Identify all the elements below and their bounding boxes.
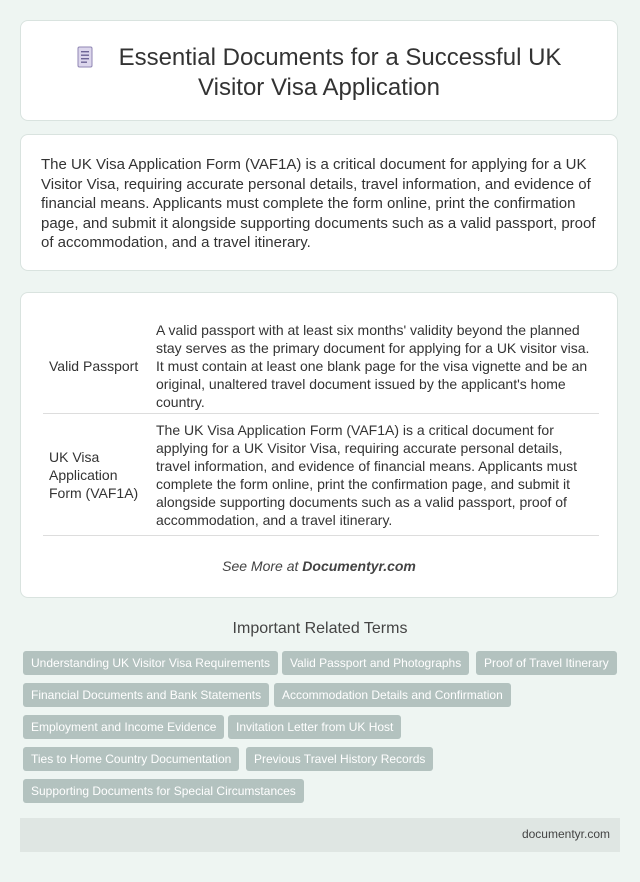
page-title-line-2: Visitor Visa Application [198, 74, 440, 101]
intro-card [20, 134, 618, 271]
footer [20, 818, 620, 852]
see-more-link[interactable]: Documentyr.com [302, 558, 416, 574]
table-row [43, 414, 599, 536]
related-term-tag[interactable]: Employment and Income Evidence [23, 715, 224, 739]
related-term-tag[interactable]: Invitation Letter from UK Host [228, 715, 401, 739]
table-row [43, 319, 599, 414]
related-terms-title: Important Related Terms [232, 620, 408, 637]
document-description: A valid passport with at least six months' validity beyond the planned stay serves as the primary document for applying for a UK visitor visa. It must contain at least one blank page for the visa vignette and be an original, unaltered travel document issued by the applicant's home country. [151, 319, 600, 414]
document-description: The UK Visa Application Form (VAF1A) is a critical document for applying for a UK Visitor Visa, requiring accurate personal details, travel information, and evidence of financial means. Applicants must complete the form online, print the confirmation page, and submit it alongside supporting documents such as a valid passport, proof of accommodation, and a travel itinerary. [151, 414, 600, 536]
title-card [20, 20, 618, 121]
documents-table [43, 319, 599, 536]
page-title [21, 43, 617, 103]
related-term-tag[interactable]: Ties to Home Country Documentation [23, 747, 239, 771]
document-name: UK Visa Application Form (VAF1A) [43, 414, 151, 536]
see-more [21, 558, 617, 574]
related-term-tag[interactable]: Understanding UK Visitor Visa Requirements [23, 651, 278, 675]
related-term-tag[interactable]: Financial Documents and Bank Statements [23, 683, 269, 707]
related-term-tag[interactable]: Accommodation Details and Confirmation [274, 683, 511, 707]
related-term-tag[interactable]: Supporting Documents for Special Circumstances [23, 779, 304, 803]
footer-site-link[interactable]: documentyr.com [521, 827, 610, 841]
related-term-tag[interactable]: Previous Travel History Records [246, 747, 433, 771]
page-title-line-1: Essential Documents for a Successful UK [118, 44, 562, 71]
see-more-prefix: See More at [222, 558, 303, 574]
related-term-tag[interactable]: Proof of Travel Itinerary [476, 651, 617, 675]
intro-text: The UK Visa Application Form (VAF1A) is a critical document for applying for a UK Visitor Visa, requiring accurate personal details, travel information, and evidence of financial means. Applicants must complete the form online, print the confirmation page, and submit it alongside supporting documents such as a valid passport, proof of accommodation, and a travel itinerary. [41, 156, 596, 251]
document-name: Valid Passport [43, 319, 151, 414]
document-icon [77, 46, 93, 68]
documents-card [20, 292, 618, 598]
related-term-tag[interactable]: Valid Passport and Photographs [282, 651, 469, 675]
